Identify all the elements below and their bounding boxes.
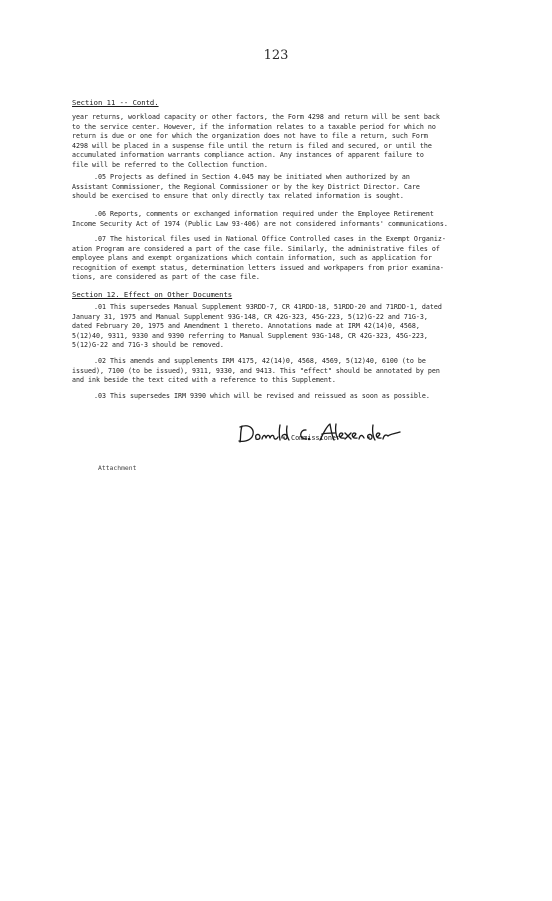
text-line: .05 Projects as defined in Section 4.045 may be initiated when authorized by an (94, 173, 410, 181)
text-line: year returns, workload capacity or other factors, the Form 4298 and return will be sent back (72, 113, 440, 121)
page-number: 123 (263, 48, 289, 63)
text-line: tions, are considered as part of the case file. (72, 273, 260, 281)
text-line: dated February 20, 1975 and Amendment 1 thereto. Annotations made at IRM 42(14)0, 4568, (72, 322, 420, 330)
paragraph-01 (72, 303, 472, 351)
attachment-label: Attachment (98, 464, 137, 472)
paragraph-07 (72, 235, 472, 283)
text-line: 5(12)40, 9311, 9330 and 9390 referring to Manual Supplement 93G-148, CR 42G-323, 45G-223, (72, 331, 428, 340)
text-line: January 31, 1975 and Manual Supplement 93G-148, CR 42G-323, 45G-223, 5(12)G-22 and 71G-3, (72, 312, 428, 321)
text-line: 5(12)G-22 and 71G-3 should be removed. (72, 341, 224, 349)
paragraph-03 (72, 392, 472, 402)
text-line: .03 This supersedes IRM 9390 which will be revised and reissued as soon as possible. (94, 392, 430, 400)
text-line: Assistant Commissioner, the Regional Commissioner or by the key District Director. Care (72, 182, 420, 191)
text-line: .06 Reports, comments or exchanged information required under the Employee Retirement (94, 210, 434, 218)
text-line: 4298 will be placed in a suspense file until the return is filed and secured, or until the (72, 141, 432, 150)
text-line: should be exercised to ensure that only directly tax related information is sought. (72, 192, 404, 200)
text-line: .02 This amends and supplements IRM 4175, 42(14)0, 4568, 4569, 5(12)40, 6100 (to be (94, 357, 426, 365)
text-line: issued), 7100 (to be issued), 9311, 9330, and 9413. This "effect" should be annotated by pen (72, 366, 440, 375)
text-line: accumulated information warrants compliance action. Any instances of apparent failure to (72, 151, 424, 159)
text-line: file will be referred to the Collection function. (72, 160, 268, 169)
text-line: to the service center. However, if the information relates to a taxable period for which no (72, 122, 436, 131)
text-line: recognition of exempt status, determination letters issued and workpapers from prior examina- (72, 263, 444, 272)
section-11-heading: Section 11 -- Contd. (72, 98, 159, 107)
paragraph-06 (72, 210, 472, 229)
section-11-intro-paragraph (72, 113, 472, 170)
paragraph-02 (72, 357, 472, 386)
paragraph-05 (72, 173, 472, 202)
text-line: Income Security Act of 1974 (Public Law 93-406) are not considered informants' communications. (72, 219, 448, 228)
signatory-title: Commissioner (291, 434, 341, 442)
section-12-heading: Section 12. Effect on Other Documents (72, 290, 233, 299)
text-line: return is due or one for which the organization does not have to file a return, such Form (72, 132, 428, 140)
text-line: ation Program are considered a part of the case file. Similarly, the administrative files of (72, 244, 440, 253)
text-line: .07 The historical files used in National Office Controlled cases in the Exempt Organiz- (94, 235, 446, 243)
text-line: .01 This supersedes Manual Supplement 93RDD-7, CR 41RDD-18, 51RDD-20 and 71RDD-1, dated (94, 303, 442, 311)
text-line: and ink beside the text cited with a reference to this Supplement. (72, 376, 336, 384)
text-line: employee plans and exempt organizations which contain information, such as application for (72, 254, 432, 262)
